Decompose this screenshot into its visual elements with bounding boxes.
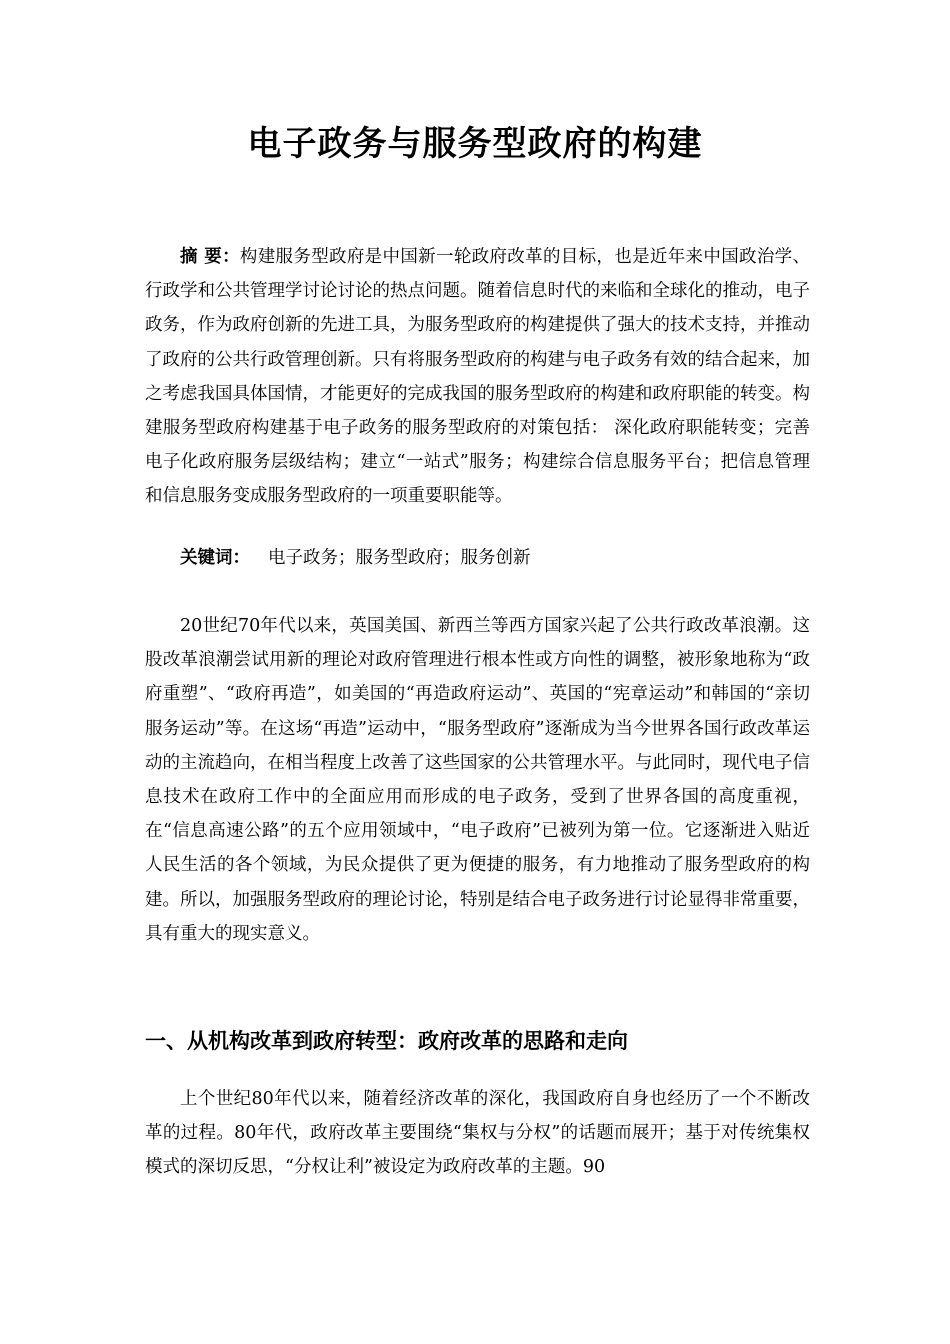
intro-paragraph: 20世纪70年代以来，英国美国、新西兰等西方国家兴起了公共行政改革浪潮。这股改革浪潮尝试用新的理论对政府管理进行根本性或方向性的调整，被形象地称为“政府重塑”、“政府再造”，如美国的“再造政府运动”、英国的“宪章运动”和韩国的“亲切服务运动”等。在这场“再造”运动中，“服务型政府”逐渐成为当今世界各国行政改革运动的主流趋向，在相当程度上改善了这些国家的公共管理水平。与此同时，现代电子信息技术在政府工作中的全面应用而形成的电子政务，受到了世界各国的高度重视，在“信息高速公路”的五个应用领域中，“电子政府”已被列为第一位。它逐渐进入贴近人民生活的各个领域，为民众提供了更为便捷的服务，有力地推动了服务型政府的构建。所以，加强服务型政府的理论讨论，特别是结合电子政务进行讨论显得非常重要，具有重大的现实意义。 [145, 616, 810, 944]
keywords-line [145, 541, 810, 575]
keywords-section [145, 541, 810, 575]
intro-section [145, 609, 810, 951]
keywords-label: 关键词： [180, 548, 250, 568]
section-1-paragraph: 上个世纪80年代以来，随着经济改革的深化，我国政府自身也经历了一个不断改革的过程。80年代，政府改革主要围绕“集权与分权”的话题而展开；基于对传统集权模式的深切反思，“分权让利”被设定为政府改革的主题。90 [145, 1089, 810, 1178]
section-1-heading: 一、从机构改革到政府转型：政府改革的思路和走向 [145, 1028, 628, 1053]
section-1-body [145, 1082, 810, 1185]
abstract-paragraph [145, 240, 810, 514]
keywords-text: 电子政务；服务型政府；服务创新 [268, 548, 531, 568]
abstract-section [145, 240, 810, 514]
abstract-text: 构建服务型政府是中国新一轮政府改革的目标，也是近年来中国政治学、行政学和公共管理学讨论讨论的热点问题。随着信息时代的来临和全球化的推动，电子政务，作为政府创新的先进工具，为服务型政府的构建提供了强大的技术支持，并推动了政府的公共行政管理创新。只有将服务型政府的构建与电子政务有效的结合起来，加之考虑我国具体国情，才能更好的完成我国的服务型政府的构建和政府职能的转变。构建服务型政府构建基于电子政务的服务型政府的对策包括： 深化政府职能转变；完善电子化政府服务层级结构；建立“一站式”服务；构建综合信息服务平台；把信息管理和信息服务变成服务型政府的一项重要职能等。 [145, 247, 811, 507]
document-title: 电子政务与服务型政府的构建 [247, 124, 703, 164]
abstract-label: 摘 要： [180, 247, 240, 267]
